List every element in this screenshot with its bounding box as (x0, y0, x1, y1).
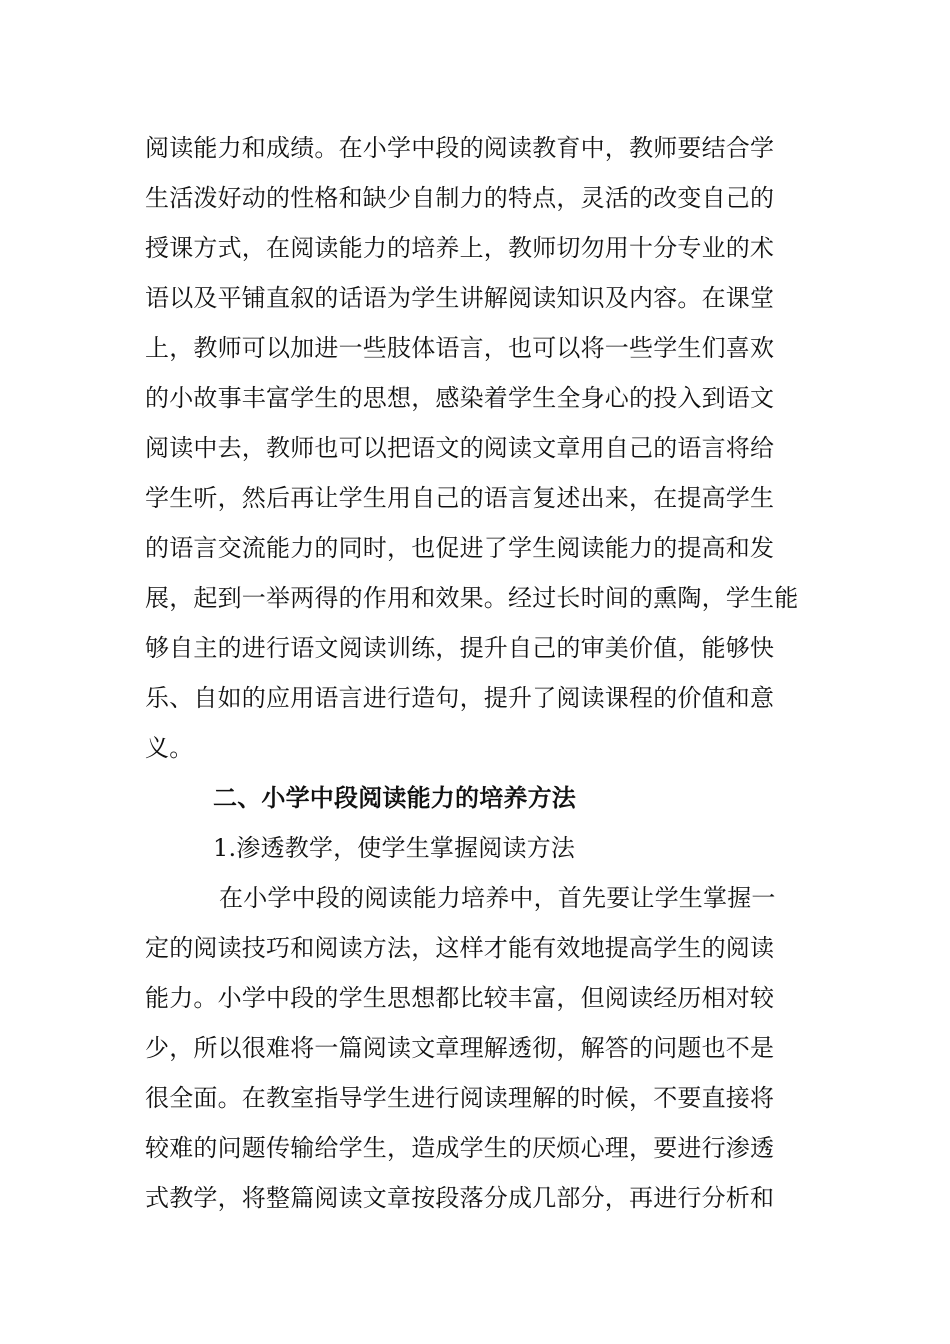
paragraph-line: 的语言交流能力的同时，也促进了学生阅读能力的提高和发 (145, 534, 775, 562)
paragraph-line: 学生听，然后再让学生用自己的语言复述出来，在提高学生 (145, 484, 775, 512)
paragraph-line: 阅读能力和成绩。在小学中段的阅读教育中，教师要结合学 (145, 134, 775, 162)
paragraph-line: 够自主的进行语文阅读训练，提升自己的审美价值，能够快 (145, 634, 775, 662)
paragraph-line: 生活泼好动的性格和缺少自制力的特点，灵活的改变自己的 (145, 184, 775, 212)
paragraph-line: 定的阅读技巧和阅读方法，这样才能有效地提高学生的阅读 (145, 934, 775, 962)
paragraph-line: 阅读中去，教师也可以把语文的阅读文章用自己的语言将给 (145, 434, 775, 462)
paragraph-line: 的小故事丰富学生的思想，感染着学生全身心的投入到语文 (145, 384, 775, 412)
paragraph-line: 乐、自如的应用语言进行造句，提升了阅读课程的价值和意 (145, 684, 775, 712)
paragraph-line: 义。 (145, 734, 194, 762)
section-heading: 二、小学中段阅读能力的培养方法 (213, 783, 576, 812)
paragraph-line: 展，起到一举两得的作用和效果。经过长时间的熏陶，学生能 (145, 584, 799, 612)
paragraph-line: 授课方式，在阅读能力的培养上，教师切勿用十分专业的术 (145, 234, 775, 262)
paragraph-line: 很全面。在教室指导学生进行阅读理解的时候，不要直接将 (145, 1084, 775, 1112)
paragraph-line: 能力。小学中段的学生思想都比较丰富，但阅读经历相对较 (145, 984, 775, 1012)
subheading: 1.渗透教学，使学生掌握阅读方法 (213, 834, 576, 862)
paragraph-line: 较难的问题传输给学生，造成学生的厌烦心理，要进行渗透 (145, 1134, 775, 1162)
paragraph-line: 式教学，将整篇阅读文章按段落分成几部分，再进行分析和 (145, 1184, 775, 1212)
paragraph-line: 少，所以很难将一篇阅读文章理解透彻，解答的问题也不是 (145, 1034, 775, 1062)
paragraph-line: 语以及平铺直叙的话语为学生讲解阅读知识及内容。在课堂 (145, 284, 775, 312)
paragraph-line: 上，教师可以加进一些肢体语言，也可以将一些学生们喜欢 (145, 334, 775, 362)
paragraph-line: 在小学中段的阅读能力培养中，首先要让学生掌握一 (219, 884, 776, 912)
